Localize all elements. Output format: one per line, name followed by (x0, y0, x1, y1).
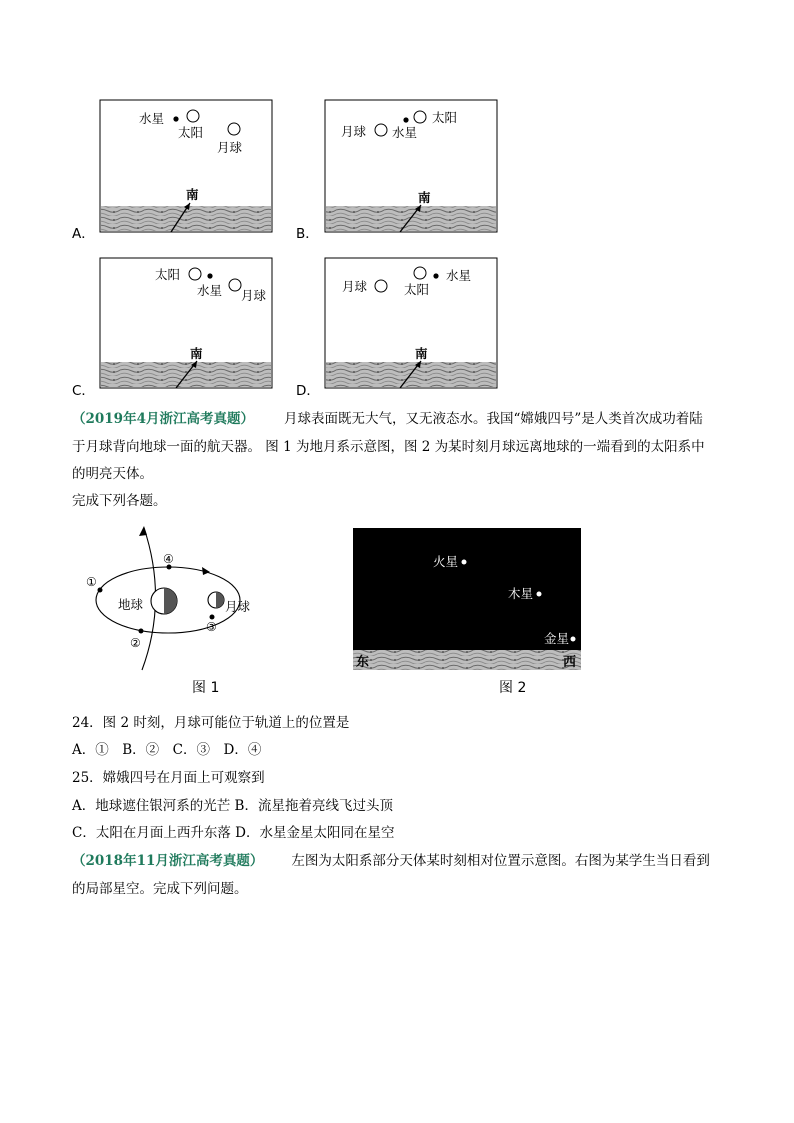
option-panel-a (100, 100, 272, 232)
option-letter-c: C． (72, 383, 95, 399)
q2018-source: （2018年11月浙江高考真题） (72, 853, 264, 869)
position-3-label: ③ (206, 620, 217, 634)
position-3-dot (210, 615, 215, 620)
position-1-label: ① (86, 575, 97, 589)
sun-label: 太阳 (404, 282, 430, 297)
sun-label: 太阳 (155, 267, 181, 282)
sun-circle (414, 267, 426, 279)
q2018-intro-line1: （2018年11月浙江高考真题） 左图为太阳系部分天体某时刻相对位置示意图。右图为某学生当日看到 (72, 853, 710, 869)
mercury-label: 水星 (392, 125, 418, 140)
venus-dot (571, 637, 576, 642)
option-panel-d (325, 258, 497, 388)
figure-2-sky (353, 528, 583, 700)
earth-dark-side (164, 588, 177, 614)
sun-circle (414, 111, 426, 123)
mercury-label: 水星 (139, 111, 165, 126)
lunar-horizon (353, 650, 581, 670)
q25-stem: 25．嫦娥四号在月面上可观察到 (72, 770, 265, 786)
earth-orbit-arrow (139, 526, 147, 536)
figure-1-caption: 图 1 (192, 680, 220, 696)
position-2-dot (139, 629, 144, 634)
mercury-dot (173, 116, 178, 121)
q2018-intro-line2: 的局部星空。完成下列问题。 (72, 881, 248, 897)
option-panel-c (100, 258, 272, 388)
moon-label: 月球 (225, 599, 251, 614)
q2019-instruction: 完成下列各题。 (72, 493, 167, 509)
moon-label: 月球 (217, 140, 243, 155)
moon-circle (375, 124, 387, 136)
moon-label: 月球 (342, 279, 368, 294)
jupiter-dot (537, 592, 542, 597)
night-sky (353, 528, 581, 670)
q24-options: A．① B．② C．③ D．④ (72, 742, 262, 758)
mercury-dot (207, 273, 212, 278)
mars-dot (462, 560, 467, 565)
q2019-intro-line1: （2019年4月浙江高考真题） 月球表面既无大气，又无液态水。我国“嫦娥四号”是人类首次成功着陆 (72, 411, 703, 427)
position-1-dot (98, 588, 103, 593)
earth-label: 地球 (118, 597, 144, 612)
q25-options-line1: A．地球遮住银河系的光芒 B．流星拖着亮线飞过头顶 (72, 798, 393, 814)
mercury-dot (403, 117, 408, 122)
south-label: 南 (190, 346, 203, 361)
sun-circle (187, 110, 199, 122)
figure-1-earth-moon (72, 520, 282, 700)
q24-stem: 24．图 2 时刻，月球可能位于轨道上的位置是 (72, 715, 350, 731)
q25-options-line2: C．太阳在月面上西升东落 D．水星金星太阳同在星空 (72, 825, 395, 841)
south-label: 南 (418, 190, 431, 205)
venus-label: 金星 (544, 631, 570, 646)
sun-label: 太阳 (178, 125, 204, 140)
figure-2-caption: 图 2 (499, 680, 527, 696)
south-label: 南 (415, 346, 428, 361)
moon-circle (228, 123, 240, 135)
mercury-dot (433, 273, 438, 278)
mercury-label: 水星 (446, 268, 472, 283)
moon-dark-side (216, 592, 224, 608)
q2019-source: （2019年4月浙江高考真题） (72, 411, 254, 427)
south-label: 南 (186, 187, 199, 202)
q2019-intro-line2: 于月球背向地球一面的航天器。 图 1 为地月系示意图，图 2 为某时刻月球远离地球的一端看到的太阳系中 (72, 439, 705, 455)
option-panel-b (325, 100, 497, 232)
option-letter-d: D． (296, 383, 320, 399)
position-2-label: ② (130, 636, 141, 650)
sun-label: 太阳 (432, 110, 458, 125)
sun-circle (189, 268, 201, 280)
moon-circle (375, 280, 387, 292)
q2019-intro-line3: 的明亮天体。 (72, 466, 153, 482)
option-letter-b: B． (296, 226, 319, 242)
jupiter-label: 木星 (508, 586, 534, 601)
mercury-label: 水星 (197, 283, 223, 298)
moon-circle (229, 279, 241, 291)
moon-label: 月球 (341, 124, 367, 139)
moon-label: 月球 (241, 288, 267, 303)
west-label: 西 (563, 655, 577, 670)
east-label: 东 (356, 655, 370, 670)
option-letter-a: A． (72, 226, 95, 242)
position-4-label: ④ (163, 552, 174, 566)
mars-label: 火星 (433, 554, 459, 569)
options-figure (0, 0, 794, 400)
orbit-arrow (202, 567, 210, 575)
